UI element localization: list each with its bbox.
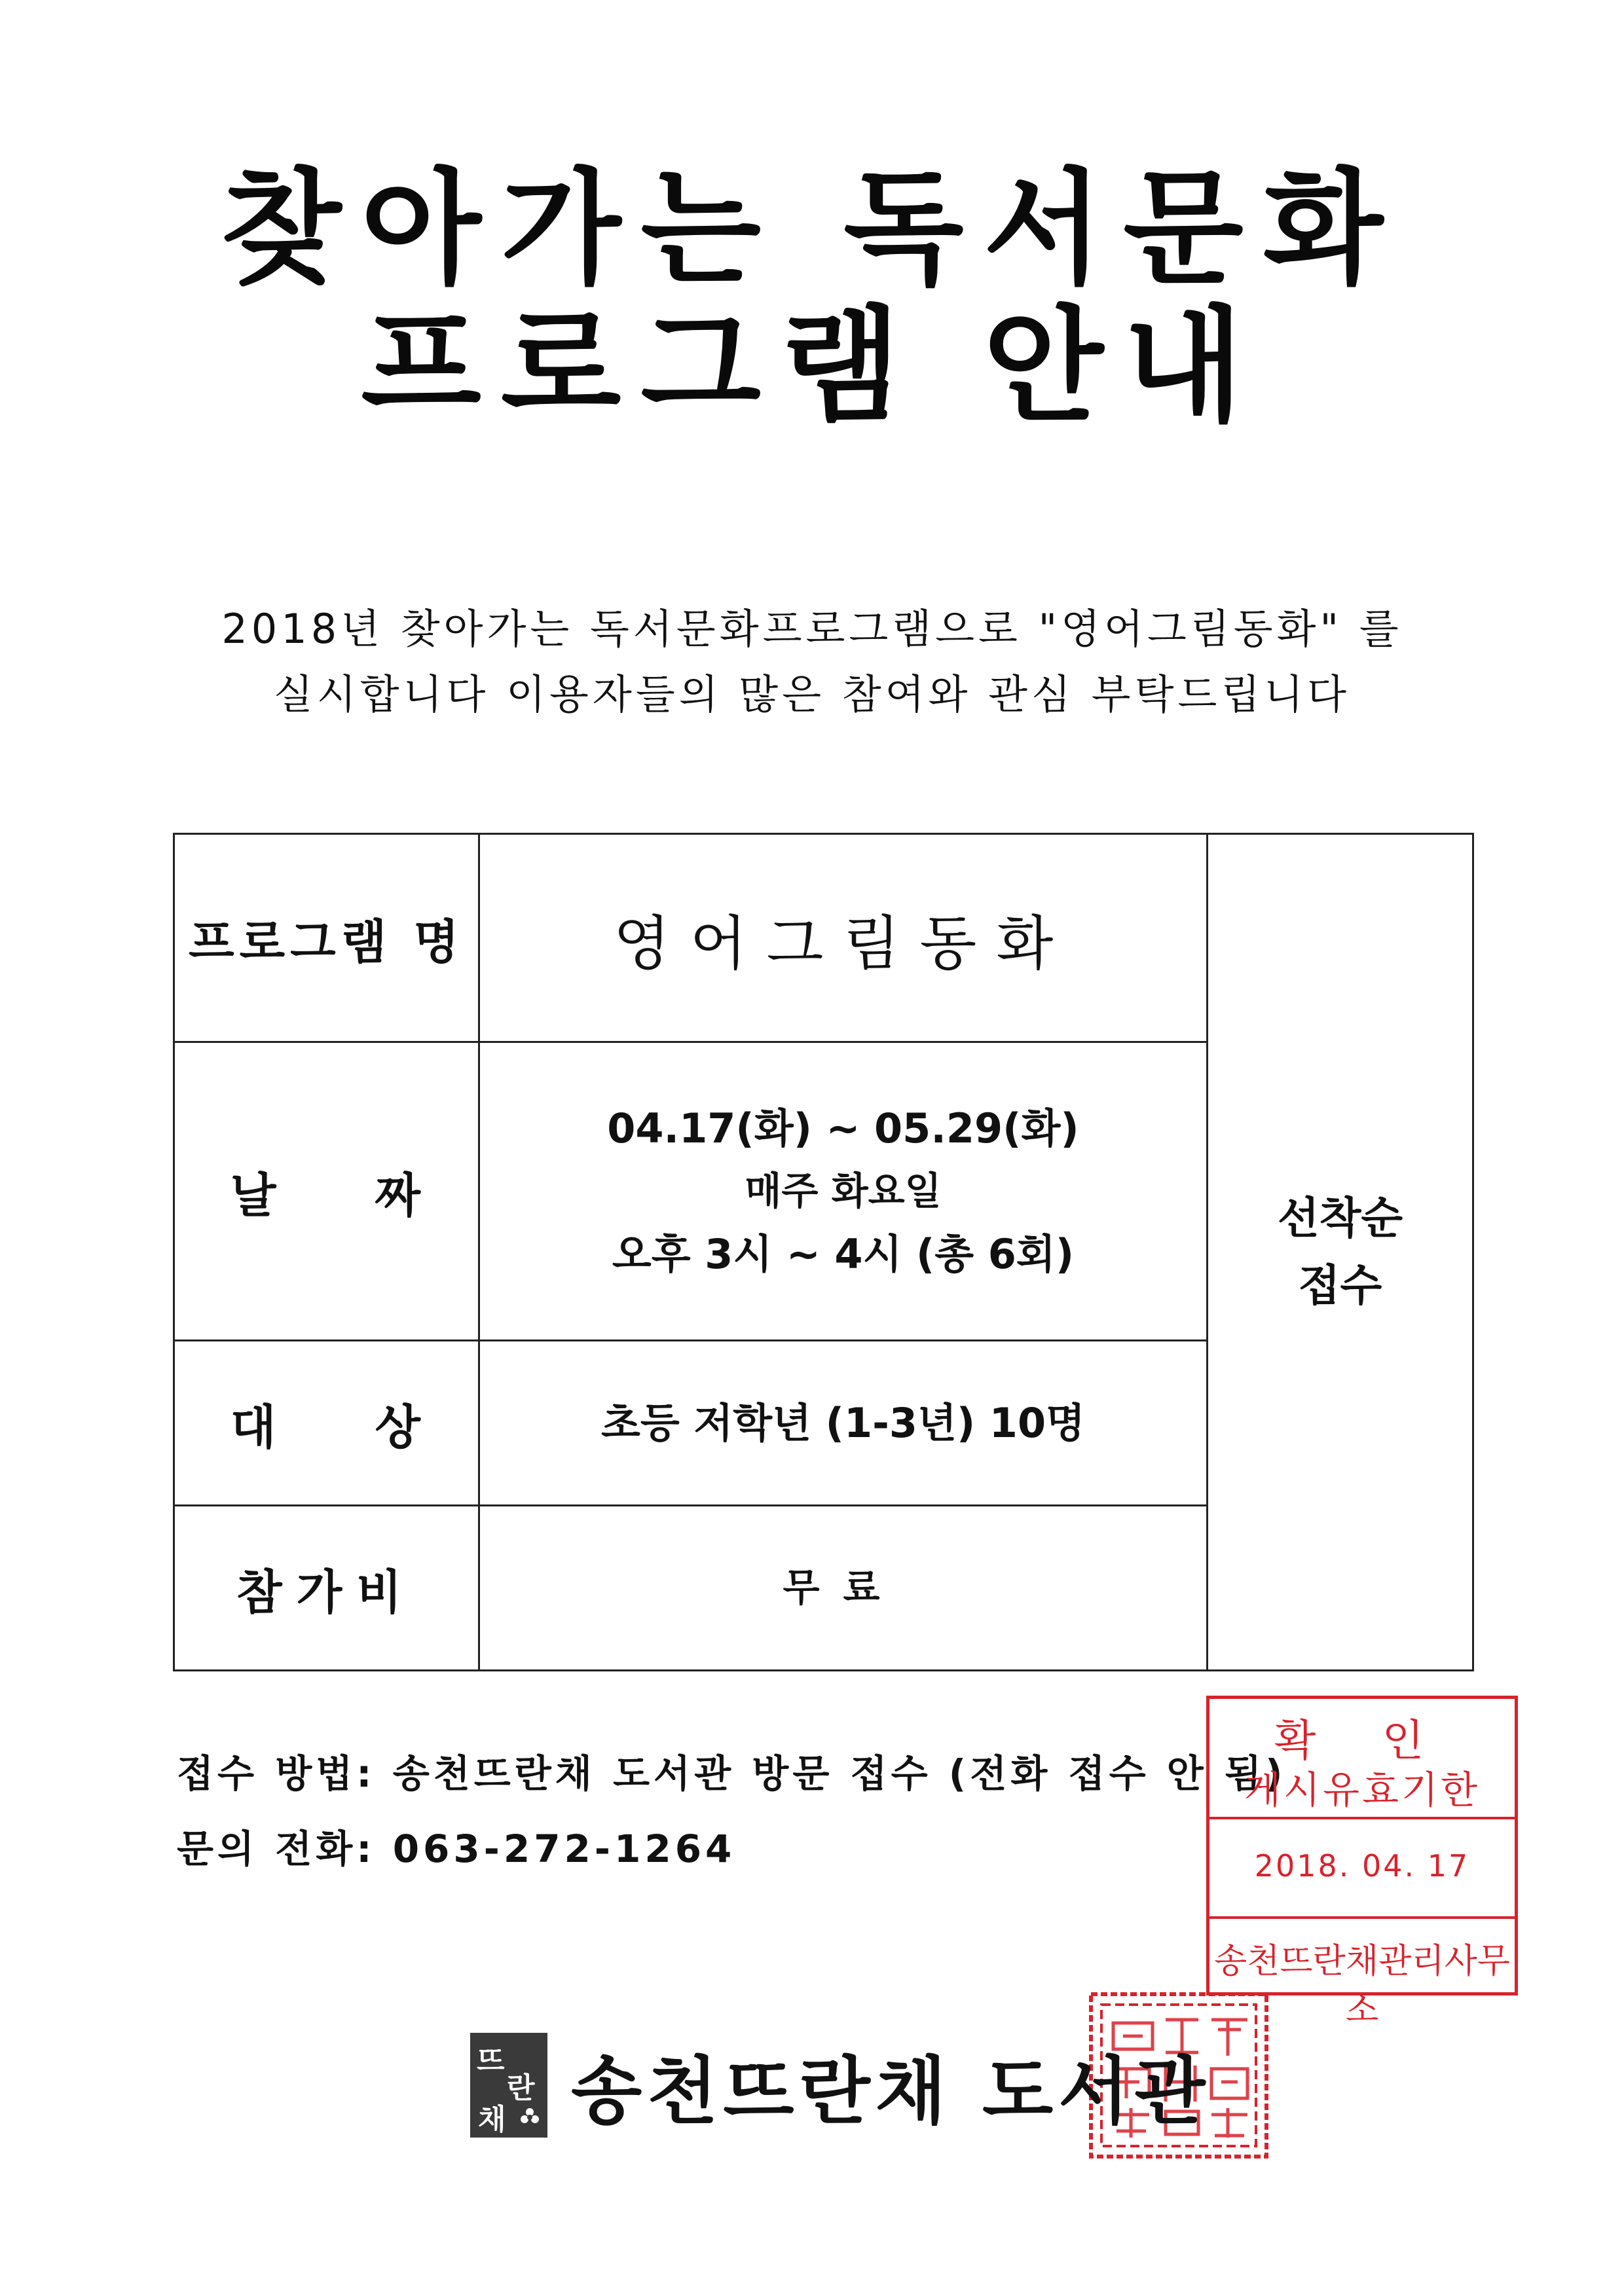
date-weekday: 매주 화요일 — [745, 1169, 942, 1214]
registration-line-2: 접수 — [1298, 1260, 1382, 1311]
target-label-part-1: 대 — [231, 1399, 282, 1455]
flower-icon — [519, 2106, 541, 2128]
page-title-line-2: 프로그램 안내 — [361, 294, 1263, 439]
fee-label: 참가비 — [236, 1564, 416, 1620]
stamp-header: 확 인 — [1274, 1715, 1450, 1766]
date-label-cell — [174, 1042, 479, 1341]
stamp-divider-top — [1209, 1817, 1515, 1819]
posting-approval-stamp — [1206, 1696, 1518, 2030]
program-name-label-cell — [174, 834, 479, 1042]
date-time: 오후 3시 ~ 4시 (총 6회) — [612, 1230, 1075, 1278]
logo-char-1: 뜨 — [477, 2044, 505, 2077]
registration-cell — [1208, 834, 1473, 1671]
fee-value-cell — [479, 1506, 1208, 1671]
target-label-cell — [174, 1341, 479, 1506]
registration-line-1: 선착순 — [1277, 1193, 1403, 1244]
fee-value: 무료 — [783, 1565, 904, 1611]
program-info-table — [173, 833, 1474, 1671]
date-value-cell — [479, 1042, 1208, 1341]
stamp-date: 2018. 04. 17 — [1254, 1848, 1470, 1884]
intro-line-1: 2018년 찾아가는 독서문화프로그램으로 "영어그림동화" 를 — [221, 605, 1403, 653]
logo-char-2: 란 — [507, 2071, 535, 2105]
date-label — [175, 1157, 478, 1226]
target-label — [175, 1389, 478, 1457]
table-row-program — [174, 834, 1473, 1042]
library-name: 송천뜨란채 도서관 — [571, 2049, 1211, 2134]
target-label-part-2: 상 — [375, 1399, 426, 1455]
program-name-value-cell — [479, 834, 1208, 1042]
program-name-label: 프로그램 명 — [189, 914, 464, 970]
stamp-divider-bottom — [1209, 1916, 1515, 1919]
date-label-part-2: 짜 — [375, 1167, 426, 1223]
intro-line-2: 실시합니다 이용자들의 많은 참여와 관심 부탁드립니다 — [273, 670, 1351, 718]
fee-label-cell — [174, 1506, 479, 1671]
stamp-office: 송천뜨란채관리사무소 — [1213, 1942, 1511, 2030]
contact-phone: 문의 전화: 063-272-1264 — [177, 1827, 736, 1871]
program-name-value: 영어그림동화 — [613, 909, 1073, 978]
date-label-part-1: 날 — [231, 1167, 282, 1223]
library-logo — [470, 2033, 547, 2138]
registration-method: 접수 방법: 송천뜨란채 도서관 방문 접수 (전화 접수 안 됨) — [177, 1751, 1287, 1796]
page-title-line-1: 찾아가는 독서문화 — [221, 156, 1403, 301]
target-value: 초등 저학년 (1-3년) 10명 — [601, 1398, 1085, 1447]
stamp-subheader: 게시유효기한 — [1244, 1768, 1481, 1812]
target-value-cell — [479, 1341, 1208, 1506]
library-footer — [470, 2033, 1211, 2138]
logo-char-3: 채 — [478, 2103, 506, 2136]
date-range: 04.17(화) ~ 05.29(화) — [607, 1104, 1079, 1152]
